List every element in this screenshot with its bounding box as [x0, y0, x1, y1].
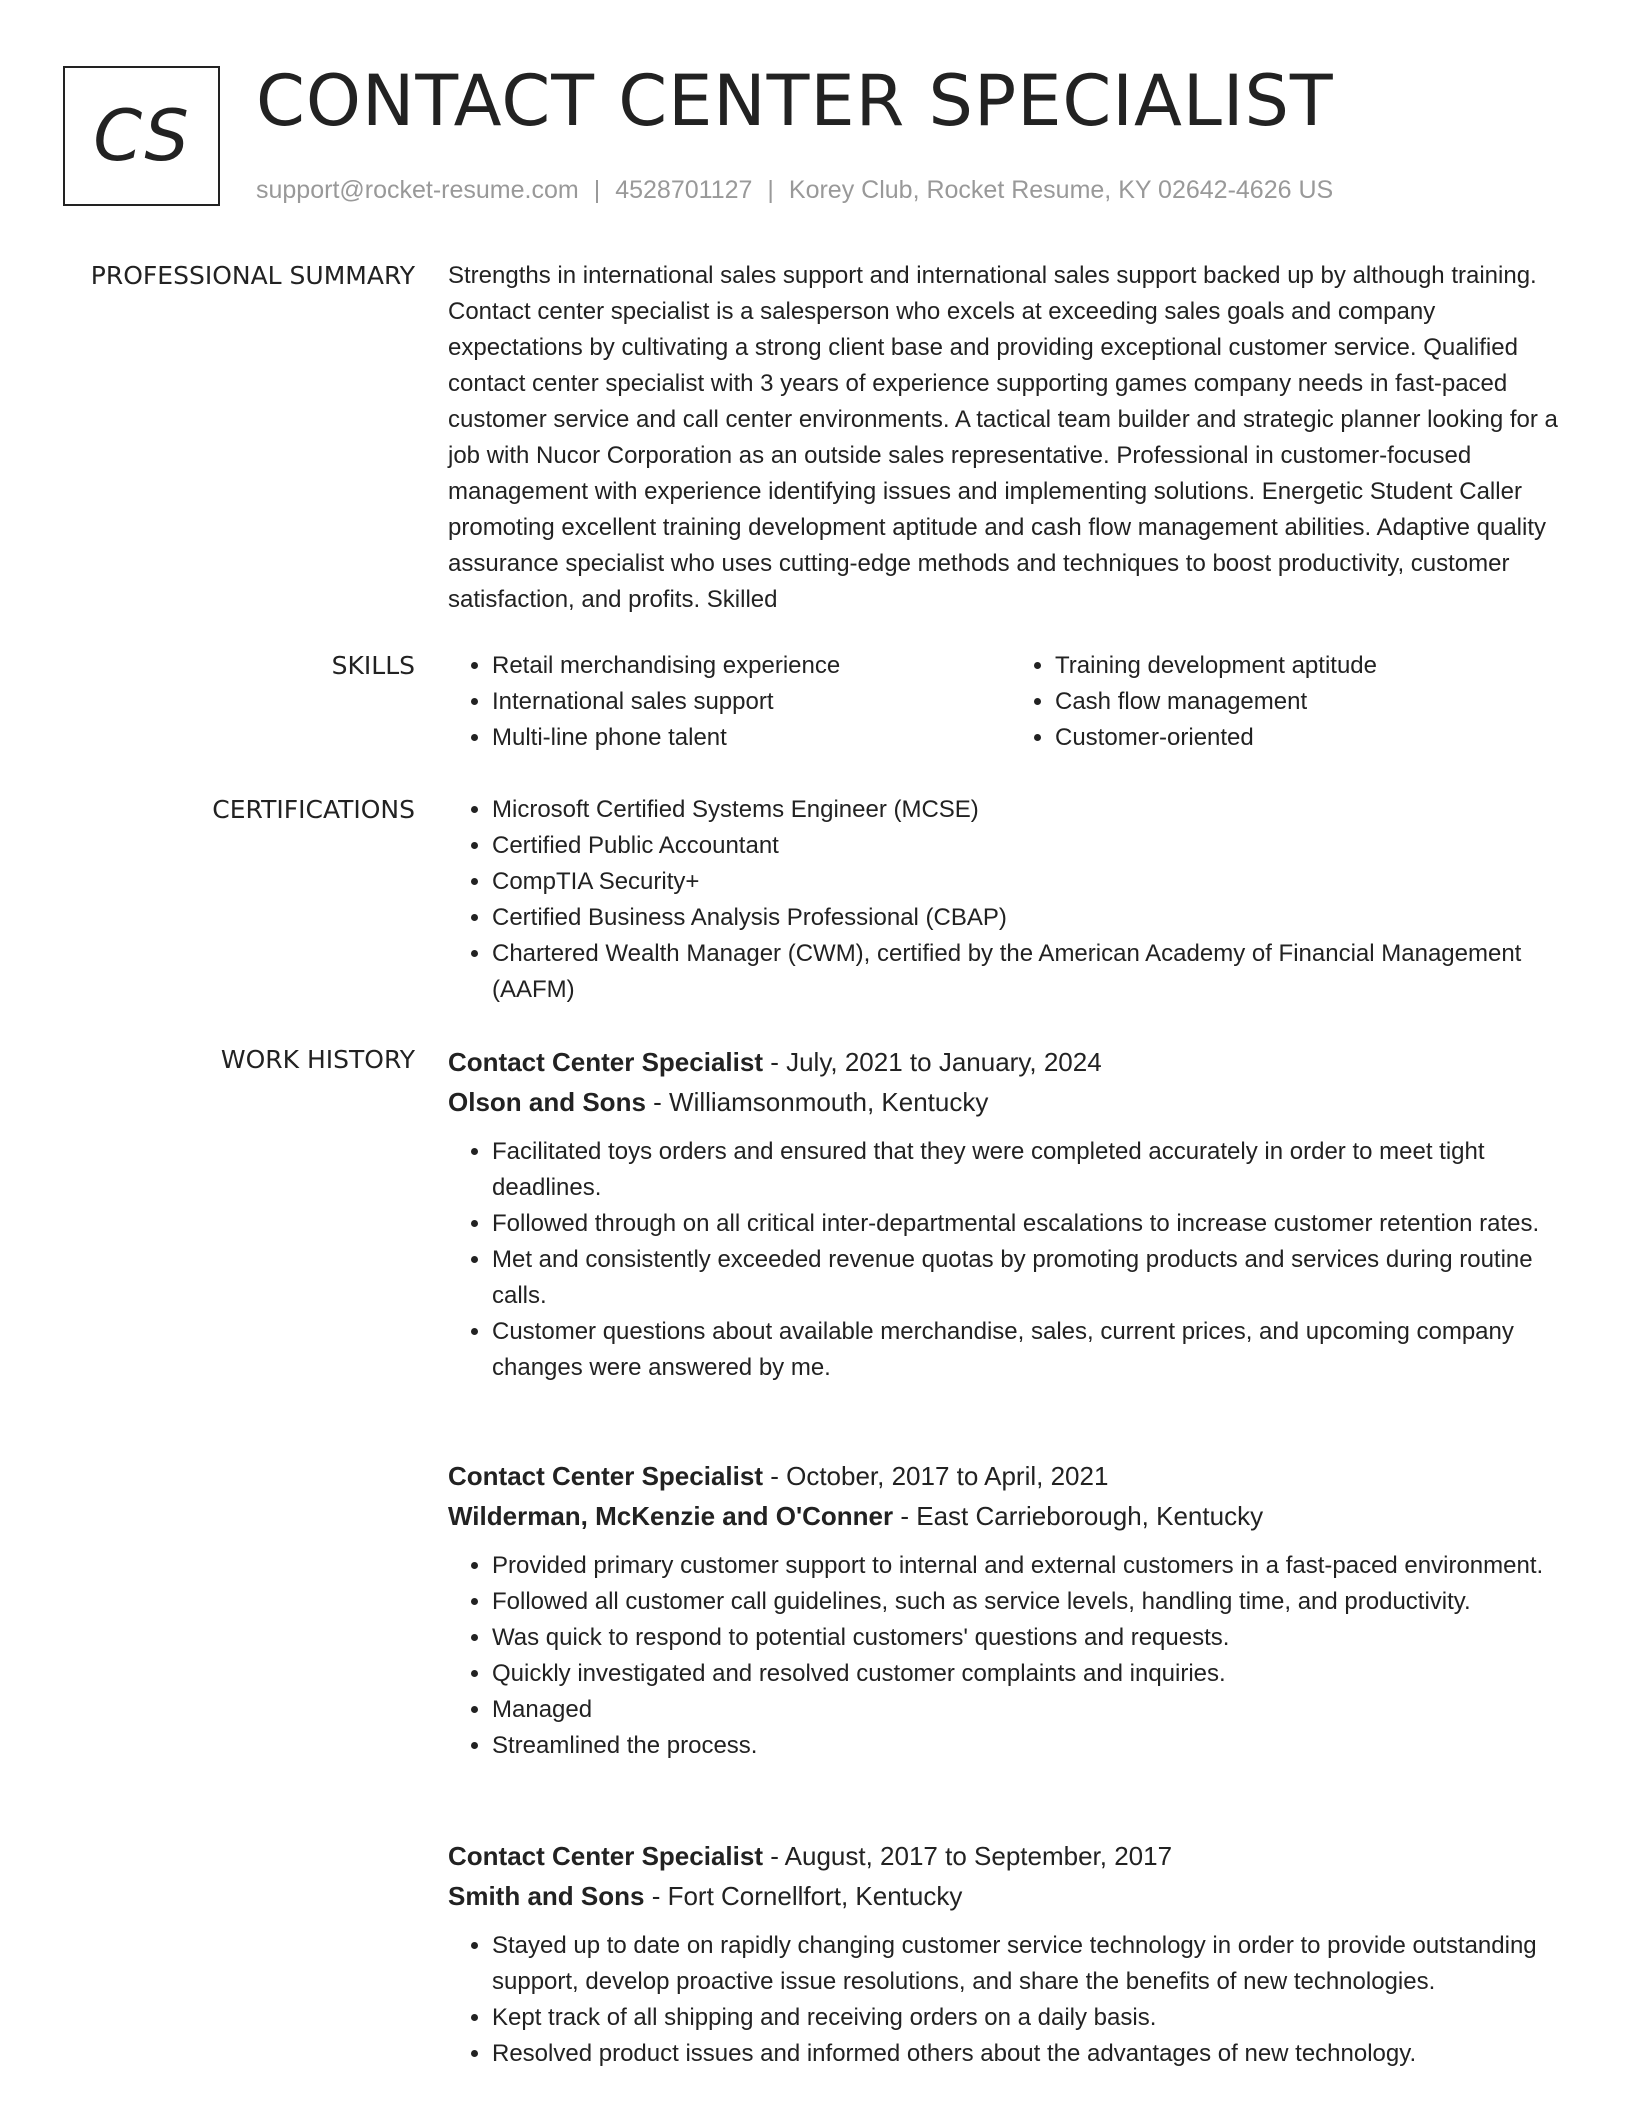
skills-grid: [448, 648, 1574, 756]
contact-line: [256, 172, 1333, 208]
monogram-badge: [63, 66, 220, 206]
job-title: Contact Center Specialist: [448, 1047, 763, 1077]
summary-text: Strengths in international sales support and international sales support backed up by although training. Contact center specialist is a salesperson who excels at exceeding sales goals and company expectations by cultivating a strong client base and providing exceptional customer service. Qualified contact center specialist with 3 years of experience supporting games company needs in fast-paced customer service and call center environments. A tactical team builder and strategic planner looking for a job with Nucor Corporation as an outside sales representative. Professional in customer-focused management with experience identifying issues and implementing solutions. Energetic Student Caller promoting excellent training development aptitude and cash flow management abilities. Adaptive quality assurance specialist who uses cutting-edge methods and techniques to boost productivity, customer satisfaction, and profits. Skilled: [448, 262, 1558, 613]
job-bullets: [448, 1928, 1574, 2072]
certification-item: • Certified Public Accountant: [492, 828, 1574, 864]
work-history-content: [448, 1042, 1574, 2072]
skill-item: • Retail merchandising experience: [492, 648, 1011, 684]
section-label-work-history: WORK HISTORY: [220, 1045, 415, 1074]
job-company: Smith and Sons: [448, 1881, 645, 1911]
certification-item: • Microsoft Certified Systems Engineer (MCSE): [492, 792, 1574, 828]
job-company-line: [448, 1082, 1574, 1122]
job-location: - Williamsonmouth, Kentucky: [645, 1087, 989, 1117]
contact-separator: |: [593, 176, 601, 204]
skills-list-left: [448, 648, 1011, 756]
job-entry: [448, 1456, 1574, 1836]
summary-content: [448, 258, 1574, 618]
certification-item: • CompTIA Security+: [492, 864, 1574, 900]
job-entry: [448, 1042, 1574, 1456]
job-title-line: [448, 1042, 1574, 1082]
job-location: - Fort Cornellfort, Kentucky: [644, 1881, 963, 1911]
skill-item: • Multi-line phone talent: [492, 720, 1011, 756]
job-bullet: • Provided primary customer support to internal and external customers in a fast-paced environment.: [492, 1548, 1574, 1584]
job-bullet: • Managed: [492, 1692, 1574, 1728]
job-location: - East Carrieborough, Kentucky: [893, 1501, 1264, 1531]
job-company: Wilderman, McKenzie and O'Conner: [448, 1501, 894, 1531]
skills-list-right: [1011, 648, 1574, 756]
job-entry: [448, 1836, 1574, 2072]
job-company-line: [448, 1496, 1574, 1536]
section-label-certifications: CERTIFICATIONS: [212, 795, 415, 824]
job-bullet: • Was quick to respond to potential customers' questions and requests.: [492, 1620, 1574, 1656]
certification-item: • Chartered Wealth Manager (CWM), certified by the American Academy of Financial Management (AAFM): [492, 936, 1574, 1008]
job-company-line: [448, 1876, 1574, 1916]
resume-title: CONTACT CENTER SPECIALIST: [256, 60, 1334, 142]
job-title: Contact Center Specialist: [448, 1461, 763, 1491]
job-dates: - August, 2017 to September, 2017: [762, 1841, 1173, 1871]
job-bullet: • Met and consistently exceeded revenue quotas by promoting products and services during routine calls.: [492, 1242, 1574, 1314]
certifications-content: [448, 792, 1574, 1008]
job-title-line: [448, 1456, 1574, 1496]
skill-item: • Training development aptitude: [1055, 648, 1574, 684]
skill-item: • Customer-oriented: [1055, 720, 1574, 756]
contact-separator: |: [767, 176, 774, 204]
job-bullet: • Stayed up to date on rapidly changing customer service technology in order to provide outstanding support, develop proactive issue resolutions, and share the benefits of new technologies.: [492, 1928, 1574, 2000]
job-title-line: [448, 1836, 1574, 1876]
section-label-skills: SKILLS: [331, 651, 415, 680]
contact-phone: 4528701127: [615, 176, 753, 204]
job-bullet: • Followed all customer call guidelines, such as service levels, handling time, and productivity.: [492, 1584, 1574, 1620]
contact-address: Korey Club, Rocket Resume, KY 02642-4626 US: [788, 176, 1334, 204]
job-bullets: [448, 1548, 1574, 1764]
job-bullets: [448, 1134, 1574, 1386]
skill-item: • Cash flow management: [1055, 684, 1574, 720]
monogram-text: CS: [93, 95, 190, 177]
job-title: Contact Center Specialist: [448, 1841, 763, 1871]
certifications-list: [448, 792, 1574, 1008]
certification-item: • Certified Business Analysis Professional (CBAP): [492, 900, 1574, 936]
section-label-summary: PROFESSIONAL SUMMARY: [90, 261, 415, 290]
job-bullet: • Kept track of all shipping and receiving orders on a daily basis.: [492, 2000, 1574, 2036]
job-dates: - October, 2017 to April, 2021: [762, 1461, 1109, 1491]
job-bullet: • Streamlined the process.: [492, 1728, 1574, 1764]
job-bullet: • Followed through on all critical inter-departmental escalations to increase customer retention rates.: [492, 1206, 1574, 1242]
job-bullet: • Quickly investigated and resolved customer complaints and inquiries.: [492, 1656, 1574, 1692]
job-company: Olson and Sons: [448, 1087, 646, 1117]
job-bullet: • Customer questions about available merchandise, sales, current prices, and upcoming company changes were answered by me.: [492, 1314, 1574, 1386]
job-bullet: • Facilitated toys orders and ensured that they were completed accurately in order to meet tight deadlines.: [492, 1134, 1574, 1206]
job-bullet: • Resolved product issues and informed others about the advantages of new technology.: [492, 2036, 1574, 2072]
job-dates: - July, 2021 to January, 2024: [762, 1047, 1102, 1077]
skill-item: • International sales support: [492, 684, 1011, 720]
contact-email: support@rocket-resume.com: [256, 176, 579, 204]
